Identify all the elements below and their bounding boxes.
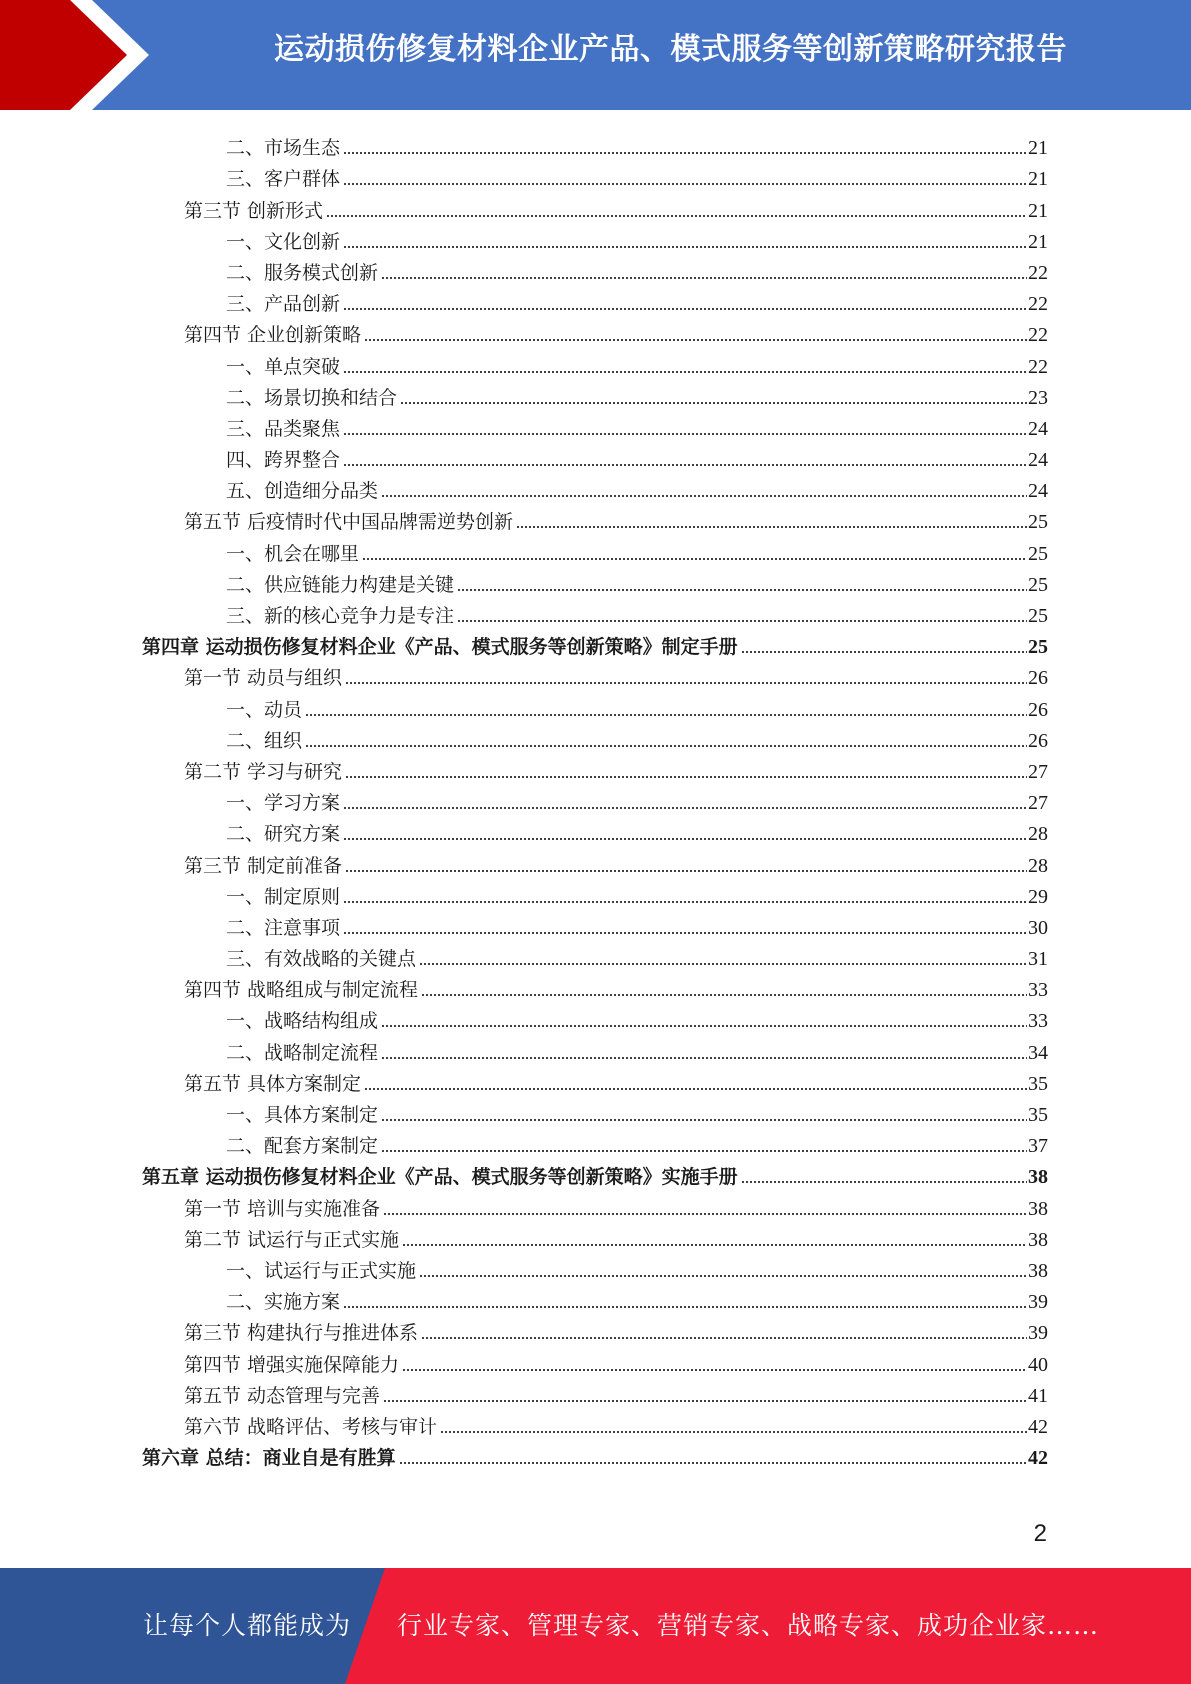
toc-entry-label: 一、单点突破 — [226, 355, 341, 378]
toc-section-row[interactable] — [142, 190, 1048, 221]
toc-entry-label: 四、跨界整合 — [226, 449, 341, 472]
toc-dot-leader — [440, 1431, 1027, 1433]
toc-item-row[interactable] — [142, 128, 1048, 159]
toc-entry-label: 第四节 企业创新策略 — [184, 324, 362, 347]
toc-item-row[interactable] — [142, 939, 1048, 970]
toc-dot-leader — [421, 994, 1027, 996]
toc-entry-page: 25 — [1028, 605, 1048, 627]
toc-dot-leader — [402, 1244, 1027, 1246]
toc-entry-label: 一、机会在哪里 — [226, 542, 360, 565]
toc-item-row[interactable] — [142, 253, 1048, 284]
toc-dot-leader — [343, 901, 1027, 903]
toc-entry-page: 26 — [1028, 667, 1048, 690]
toc-entry-page: 33 — [1028, 979, 1048, 1002]
toc-entry-label: 三、新的核心竞争力是专注 — [226, 605, 455, 627]
toc-dot-leader — [305, 714, 1027, 716]
toc-entry-label: 三、产品创新 — [226, 293, 341, 316]
toc-entry-page: 39 — [1028, 1291, 1048, 1314]
toc-item-row[interactable] — [142, 1095, 1048, 1126]
toc-entry-page: 21 — [1028, 168, 1048, 191]
toc-entry-page: 42 — [1028, 1447, 1048, 1470]
toc-entry-label: 二、服务模式创新 — [226, 261, 379, 284]
toc-entry-page: 42 — [1028, 1415, 1048, 1438]
toc-entry-page: 28 — [1028, 823, 1048, 846]
toc-entry-page: 22 — [1028, 293, 1048, 316]
toc-entry-page: 38 — [1028, 1166, 1048, 1189]
toc-dot-leader — [741, 651, 1027, 653]
toc-entry-label: 第五章 运动损伤修复材料企业《产品、模式服务等创新策略》实施手册 — [142, 1166, 738, 1189]
toc-item-row[interactable] — [142, 378, 1048, 409]
toc-dot-leader — [516, 526, 1027, 528]
toc-dot-leader — [343, 371, 1027, 373]
toc-entry-label: 三、有效战略的关键点 — [226, 948, 417, 971]
toc-section-row[interactable] — [142, 1407, 1048, 1438]
toc-item-row[interactable] — [142, 814, 1048, 845]
toc-dot-leader — [383, 1213, 1027, 1215]
toc-item-row[interactable] — [142, 596, 1048, 627]
toc-entry-page: 21 — [1028, 137, 1048, 160]
toc-entry-page: 22 — [1028, 324, 1048, 347]
toc-item-row[interactable] — [142, 1282, 1048, 1313]
toc-entry-page: 22 — [1028, 355, 1048, 378]
toc-entry-page: 21 — [1028, 199, 1048, 222]
toc-entry-label: 二、场景切换和结合 — [226, 386, 398, 409]
toc-dot-leader — [457, 620, 1027, 622]
toc-section-row[interactable] — [142, 1064, 1048, 1095]
toc-entry-page: 31 — [1028, 948, 1048, 971]
toc-entry-page: 24 — [1028, 417, 1048, 440]
toc-dot-leader — [364, 339, 1027, 341]
toc-entry-page: 41 — [1028, 1384, 1048, 1407]
toc-item-row[interactable] — [142, 1251, 1048, 1282]
toc-item-row[interactable] — [142, 159, 1048, 190]
toc-dot-leader — [343, 433, 1027, 435]
toc-entry-label: 第五节 动态管理与完善 — [184, 1384, 381, 1407]
toc-section-row[interactable] — [142, 1313, 1048, 1344]
toc-chapter-row[interactable] — [142, 1438, 1048, 1469]
table-of-contents — [142, 128, 1048, 1469]
toc-entry-label: 第五节 具体方案制定 — [184, 1072, 362, 1095]
toc-item-row[interactable] — [142, 222, 1048, 253]
toc-item-row[interactable] — [142, 440, 1048, 471]
page-footer — [0, 1568, 1191, 1684]
toc-entry-page: 28 — [1028, 854, 1048, 877]
toc-entry-page: 24 — [1028, 480, 1048, 503]
toc-entry-page: 35 — [1028, 1104, 1048, 1126]
toc-dot-leader — [362, 558, 1027, 560]
toc-entry-label: 二、配套方案制定 — [226, 1135, 379, 1158]
toc-item-row[interactable] — [142, 783, 1048, 814]
toc-entry-page: 40 — [1028, 1353, 1048, 1376]
toc-entry-label: 二、市场生态 — [226, 137, 341, 160]
toc-entry-label: 二、研究方案 — [226, 823, 341, 846]
footer-slogan-right: 行业专家、管理专家、营销专家、战略专家、成功企业家…… — [397, 1611, 1100, 1640]
toc-dot-leader — [345, 776, 1027, 778]
toc-entry-label: 一、战略结构组成 — [226, 1010, 379, 1033]
footer-slogan-left: 让每个人都能成为 — [143, 1611, 352, 1640]
toc-dot-leader — [343, 183, 1027, 185]
toc-dot-leader — [381, 495, 1027, 497]
toc-entry-label: 第四章 运动损伤修复材料企业《产品、模式服务等创新策略》制定手册 — [142, 636, 738, 659]
toc-entry-page: 27 — [1028, 792, 1048, 815]
toc-dot-leader — [343, 932, 1027, 934]
toc-entry-page: 26 — [1028, 698, 1048, 721]
toc-entry-label: 三、品类聚焦 — [226, 417, 341, 440]
toc-item-row[interactable] — [142, 1001, 1048, 1032]
toc-entry-page: 21 — [1028, 230, 1048, 253]
toc-dot-leader — [381, 1057, 1027, 1059]
toc-entry-page: 30 — [1028, 916, 1048, 939]
toc-dot-leader — [343, 807, 1027, 809]
toc-entry-page: 25 — [1028, 542, 1048, 565]
toc-entry-label: 第一节 培训与实施准备 — [184, 1197, 381, 1220]
toc-chapter-row[interactable] — [142, 627, 1048, 658]
toc-entry-label: 第五节 后疫情时代中国品牌需逆势创新 — [184, 511, 514, 534]
toc-entry-page: 25 — [1028, 636, 1048, 659]
toc-entry-label: 一、学习方案 — [226, 792, 341, 815]
toc-item-row[interactable] — [142, 565, 1048, 596]
toc-dot-leader — [345, 682, 1027, 684]
toc-dot-leader — [402, 1369, 1027, 1371]
toc-entry-label: 第三节 制定前准备 — [184, 854, 343, 877]
page-number: 2 — [1033, 1520, 1047, 1547]
toc-entry-label: 一、文化创新 — [226, 230, 341, 253]
toc-item-row[interactable] — [142, 533, 1048, 564]
toc-dot-leader — [419, 1275, 1027, 1277]
toc-entry-page: 24 — [1028, 449, 1048, 472]
toc-entry-label: 一、试运行与正式实施 — [226, 1259, 417, 1282]
toc-item-row[interactable] — [142, 409, 1048, 440]
toc-entry-label: 二、组织 — [226, 729, 303, 752]
toc-dot-leader — [457, 589, 1027, 591]
toc-entry-page: 27 — [1028, 760, 1048, 783]
toc-entry-label: 第六章 总结：商业自是有胜算 — [142, 1447, 396, 1470]
page-header — [0, 0, 1191, 110]
toc-entry-page: 35 — [1028, 1072, 1048, 1095]
toc-section-row[interactable] — [142, 752, 1048, 783]
toc-dot-leader — [326, 215, 1027, 217]
toc-entry-label: 五、创造细分品类 — [226, 480, 379, 503]
toc-entry-label: 一、动员 — [226, 698, 303, 721]
toc-dot-leader — [343, 152, 1027, 154]
toc-entry-label: 二、注意事项 — [226, 916, 341, 939]
toc-entry-page: 25 — [1028, 573, 1048, 596]
toc-entry-label: 第二节 试运行与正式实施 — [184, 1228, 400, 1251]
toc-dot-leader — [421, 1337, 1027, 1339]
toc-entry-page: 29 — [1028, 885, 1048, 908]
toc-dot-leader — [381, 1025, 1027, 1027]
toc-entry-label: 第二节 学习与研究 — [184, 760, 343, 783]
toc-item-row[interactable] — [142, 908, 1048, 939]
toc-entry-page: 38 — [1028, 1197, 1048, 1220]
toc-dot-leader — [400, 402, 1027, 404]
toc-item-row[interactable] — [142, 471, 1048, 502]
toc-entry-page: 22 — [1028, 261, 1048, 284]
toc-entry-label: 第四节 增强实施保障能力 — [184, 1353, 400, 1376]
toc-section-row[interactable] — [142, 1376, 1048, 1407]
toc-section-row[interactable] — [142, 1220, 1048, 1251]
toc-section-row[interactable] — [142, 502, 1048, 533]
toc-entry-label: 一、制定原则 — [226, 885, 341, 908]
toc-dot-leader — [343, 246, 1027, 248]
toc-section-row[interactable] — [142, 970, 1048, 1001]
toc-chapter-row[interactable] — [142, 1157, 1048, 1188]
toc-entry-label: 第六节 战略评估、考核与审计 — [184, 1415, 438, 1438]
toc-item-row[interactable] — [142, 1032, 1048, 1063]
report-title: 运动损伤修复材料企业产品、模式服务等创新策略研究报告 — [274, 32, 1067, 67]
toc-entry-page: 23 — [1028, 386, 1048, 409]
toc-entry-label: 第四节 战略组成与制定流程 — [184, 979, 419, 1002]
toc-entry-label: 二、战略制定流程 — [226, 1041, 379, 1064]
toc-dot-leader — [343, 308, 1027, 310]
toc-item-row[interactable] — [142, 689, 1048, 720]
toc-dot-leader — [741, 1181, 1027, 1183]
toc-dot-leader — [381, 277, 1027, 279]
toc-item-row[interactable] — [142, 721, 1048, 752]
toc-entry-page: 25 — [1028, 511, 1048, 534]
toc-entry-label: 第三节 构建执行与推进体系 — [184, 1322, 419, 1345]
toc-section-row[interactable] — [142, 1344, 1048, 1375]
toc-section-row[interactable] — [142, 845, 1048, 876]
toc-entry-label: 二、供应链能力构建是关键 — [226, 573, 455, 596]
toc-entry-page: 39 — [1028, 1322, 1048, 1345]
toc-entry-page: 38 — [1028, 1259, 1048, 1282]
toc-dot-leader — [381, 1119, 1027, 1121]
toc-entry-label: 二、实施方案 — [226, 1291, 341, 1314]
toc-entry-page: 33 — [1028, 1010, 1048, 1033]
toc-dot-leader — [383, 1400, 1027, 1402]
toc-item-row[interactable] — [142, 877, 1048, 908]
toc-entry-label: 一、具体方案制定 — [226, 1104, 379, 1126]
toc-dot-leader — [343, 464, 1027, 466]
toc-dot-leader — [345, 870, 1027, 872]
toc-entry-page: 34 — [1028, 1041, 1048, 1064]
toc-dot-leader — [419, 963, 1027, 965]
toc-section-row[interactable] — [142, 315, 1048, 346]
toc-entry-page: 37 — [1028, 1135, 1048, 1158]
toc-entry-label: 三、客户群体 — [226, 168, 341, 191]
toc-entry-label: 第一节 动员与组织 — [184, 667, 343, 690]
toc-entry-label: 第三节 创新形式 — [184, 199, 324, 222]
toc-dot-leader — [381, 1150, 1027, 1152]
toc-section-row[interactable] — [142, 1188, 1048, 1219]
toc-item-row[interactable] — [142, 346, 1048, 377]
toc-dot-leader — [343, 838, 1027, 840]
toc-entry-page: 38 — [1028, 1228, 1048, 1251]
toc-item-row[interactable] — [142, 1126, 1048, 1157]
toc-dot-leader — [399, 1462, 1027, 1464]
toc-item-row[interactable] — [142, 284, 1048, 315]
toc-dot-leader — [343, 1306, 1027, 1308]
toc-dot-leader — [364, 1088, 1027, 1090]
toc-section-row[interactable] — [142, 658, 1048, 689]
toc-entry-page: 26 — [1028, 729, 1048, 752]
toc-dot-leader — [305, 745, 1027, 747]
